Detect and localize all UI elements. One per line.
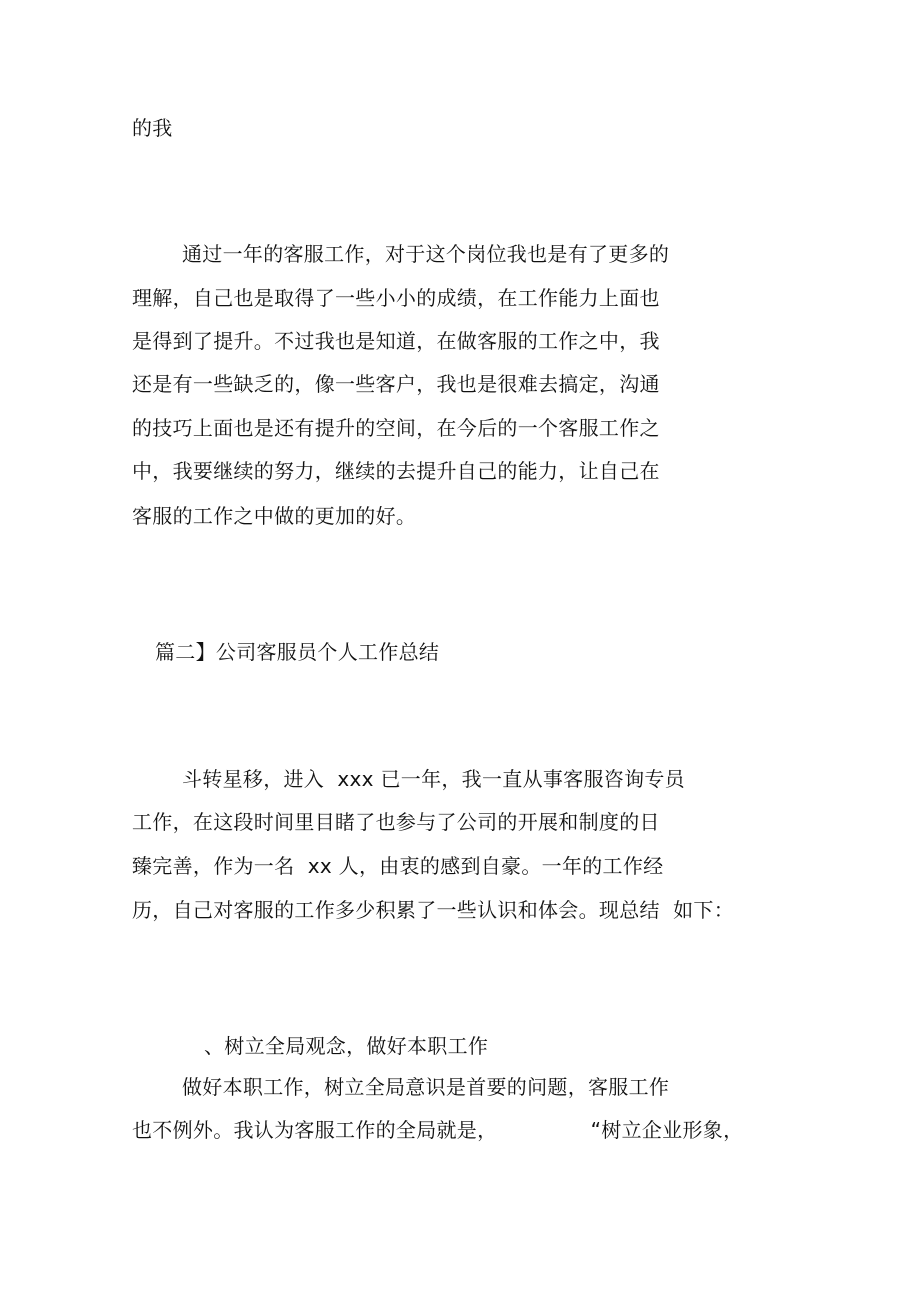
paragraph-line: 也不例外。我认为客服工作的全局就是， “树立企业形象， <box>132 1118 744 1142</box>
paragraph-line: 工作，在这段时间里目睹了也参与了公司的开展和制度的日 <box>132 810 660 834</box>
section-heading: 篇二】公司客服员个人工作总结 <box>155 640 440 664</box>
paragraph-line: 做好本职工作，树立全局意识是首要的问题，客服工作 <box>182 1075 670 1099</box>
paragraph-line: 臻完善，作为一名 xx 人，由衷的感到自豪。一年的工作经 <box>132 854 664 878</box>
paragraph-line: 客服的工作之中做的更加的好。 <box>132 504 417 528</box>
paragraph-line: 的技巧上面也是还有提升的空间，在今后的一个客服工作之 <box>132 416 660 440</box>
paragraph-line: 理解，自己也是取得了一些小小的成绩，在工作能力上面也 <box>132 286 660 310</box>
continuation-text: 的我 <box>132 116 173 140</box>
paragraph-line: 历，自己对客服的工作多少积累了一些认识和体会。现总结 如下： <box>132 898 735 922</box>
subsection-title: 、树立全局观念，做好本职工作 <box>204 1034 489 1058</box>
paragraph-line: 通过一年的客服工作，对于这个岗位我也是有了更多的 <box>182 242 670 266</box>
paragraph-line: 还是有一些缺乏的，像一些客户，我也是很难去搞定，沟通 <box>132 372 660 396</box>
paragraph-line: 斗转星移，进入 xxx 已一年，我一直从事客服咨询专员 <box>182 767 685 791</box>
paragraph-line: 是得到了提升。不过我也是知道，在做客服的工作之中，我 <box>132 329 660 353</box>
paragraph-line: 中，我要继续的努力，继续的去提升自己的能力，让自己在 <box>132 459 660 483</box>
